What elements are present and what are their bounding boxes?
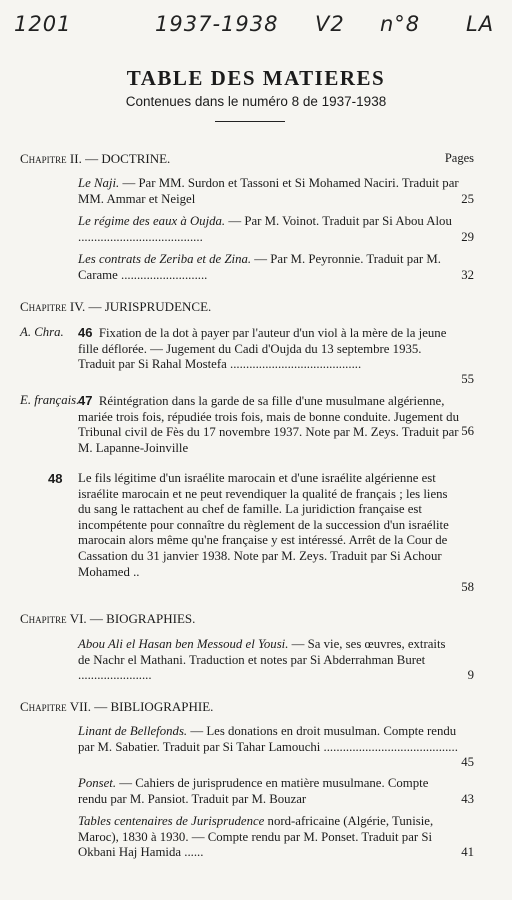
entry-title: Abou Ali el Hasan ben Messoud el Yousi. xyxy=(78,637,289,651)
page-number: 55 xyxy=(461,372,474,386)
chapter-heading xyxy=(20,611,195,627)
entry-tag: E. français. xyxy=(20,393,80,407)
toc-entry xyxy=(78,637,460,684)
toc-entry xyxy=(78,776,460,807)
page-number: 32 xyxy=(461,268,474,282)
toc-entry xyxy=(78,814,460,861)
entry-text: Le fils légitime d'un israélite marocain et d'une israélite algérienne est israélite marocain et ne peut revendiquer la qualité de français ; les liens du sang le rattachent au chef de famille. La juridiction française est incompétente pour connaître du règlement de la succession d'un israélite marocain alors même qu'ne française y est intéressé. Arrêt de la Cour de Cassation du 31 janvier 1938. Note par M. Zeys. Traduit par Si Achour Mohamed .. xyxy=(78,471,449,579)
entry-text: — Sa vie, ses œuvres, extraits de Nachr el Mathani. Traduction et notes par Si Abderrahman Buret ....................... xyxy=(78,637,446,683)
handwriting-3: V2 xyxy=(315,12,345,36)
toc-entry xyxy=(78,325,460,373)
toc-entry xyxy=(78,724,460,755)
entry-title: Le Naji. xyxy=(78,176,120,190)
entry-text: — Cahiers de jurisprudence en matière musulmane. Compte rendu par M. Pansiot. Traduit par M. Bouzar xyxy=(78,776,429,806)
page-number: 9 xyxy=(467,668,474,682)
chapter-heading xyxy=(20,299,211,315)
chapter-prefix: Chapitre xyxy=(20,151,67,166)
entry-text: — Par M. Voinot. Traduit par Si Abou Alou ....................................... xyxy=(78,214,452,244)
chapter-prefix: Chapitre xyxy=(20,299,67,314)
chapter-prefix: Chapitre xyxy=(20,611,67,626)
handwriting-5: LA xyxy=(466,12,495,36)
page-number: 41 xyxy=(461,845,474,859)
page-subtitle: Contenues dans le numéro 8 de 1937-1938 xyxy=(125,94,387,109)
handwriting-4: n°8 xyxy=(380,12,421,36)
case-number: 47 xyxy=(78,393,93,408)
chapter-heading xyxy=(20,699,213,715)
chapter-prefix: Chapitre xyxy=(20,699,67,714)
entry-title: Tables centenaires de Jurisprudence xyxy=(78,814,265,828)
page-title: TABLE DES MATIERES xyxy=(126,66,386,90)
pages-header: Pages xyxy=(444,151,474,165)
chapter-label: VII. — BIBLIOGRAPHIE. xyxy=(69,699,214,714)
page-number: 58 xyxy=(461,580,474,594)
entry-text: Fixation de la dot à payer par l'auteur d'un viol à la mère de la jeune fille déflorée. — Jugement du Cadi d'Oujda du 13 septembre 1935. Traduit par Si Rahal Mostefa ......................................... xyxy=(78,326,447,372)
page-number: 43 xyxy=(461,792,474,806)
chapter-label: IV. — JURISPRUDENCE. xyxy=(69,299,212,314)
entry-tag: A. Chra. xyxy=(20,325,64,339)
toc-entry xyxy=(78,176,460,207)
entry-text: Réintégration dans la garde de sa fille d'une musulmane algérienne, mariée trois fois, répudiée trois fois, mais de bonne conduite. Jugement du Tribunal civil de Fès du 17 novembre 1937. Note par M. Zeys. Traduit par M. Lapanne-Joinville xyxy=(78,394,459,455)
entry-text: — Par M. Peyronnie. Traduit par M. Carame ........................... xyxy=(78,252,441,282)
chapter-label: VI. — BIOGRAPHIES. xyxy=(69,611,196,626)
entry-text: — Par MM. Surdon et Tassoni et Si Mohamed Naciri. Traduit par MM. Ammar et Neigel xyxy=(78,176,459,206)
case-number: 48 xyxy=(48,471,63,486)
toc-entry xyxy=(78,471,460,580)
toc-entry xyxy=(78,252,460,283)
handwriting-2: 1937-1938 xyxy=(155,12,279,36)
entry-text: nord-africaine (Algérie, Tunisie, Maroc), 1830 à 1930. — Compte rendu par M. Ponset. Traduit par Si Okbani Haj Hamida ...... xyxy=(78,814,434,860)
entry-title: Le régime des eaux à Oujda. xyxy=(78,214,226,228)
page-number: 25 xyxy=(461,192,474,206)
chapter-heading xyxy=(20,151,170,167)
divider xyxy=(215,121,285,122)
chapter-label: II. — DOCTRINE. xyxy=(69,151,171,166)
entry-title: Ponset. xyxy=(78,776,117,790)
page-number: 56 xyxy=(461,424,474,438)
entry-title: Les contrats de Zeriba et de Zina. xyxy=(78,252,252,266)
entry-text: — Les donations en droit musulman. Compte rendu par M. Sabatier. Traduit par Si Tahar Lamouchi .......................................... xyxy=(78,724,458,754)
page-number: 45 xyxy=(461,755,474,769)
handwriting-1: 1201 xyxy=(14,12,72,36)
toc-entry xyxy=(78,393,460,456)
case-number: 46 xyxy=(78,325,93,340)
entry-title: Linant de Bellefonds. xyxy=(78,724,188,738)
page-number: 29 xyxy=(461,230,474,244)
toc-entry xyxy=(78,214,460,245)
